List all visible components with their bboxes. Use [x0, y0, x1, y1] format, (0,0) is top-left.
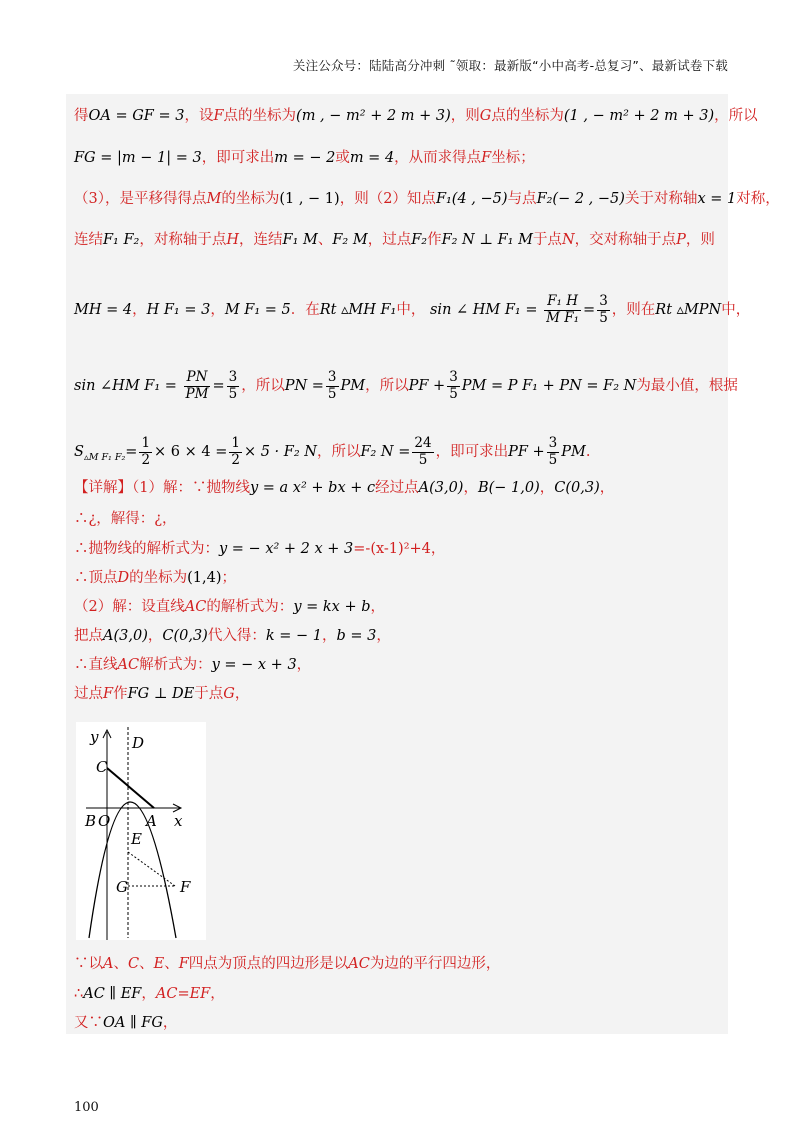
fraction: [412, 436, 433, 468]
math: B(− 1,0): [477, 480, 540, 496]
figure-svg: [76, 722, 206, 940]
text: ，对称轴于点: [139, 232, 227, 248]
text-line: [74, 956, 500, 973]
text: 连结: [74, 232, 103, 248]
math: y = − x² + 2 x + 3: [219, 541, 354, 557]
text: ∴: [74, 986, 84, 1002]
math: F₁ F₂: [103, 232, 140, 248]
math: =: [583, 302, 596, 319]
math: (1 , − m² + 2 m + 3): [563, 108, 715, 124]
text: ，: [132, 302, 147, 319]
label-o: O: [98, 812, 111, 830]
math: =: [125, 444, 138, 461]
numerator: 3: [599, 293, 608, 309]
area-symbol: S: [74, 444, 84, 461]
label-c: C: [96, 758, 108, 776]
math: PF +: [508, 444, 545, 461]
text: ，即可求出: [435, 444, 509, 461]
math: k = − 1: [265, 628, 322, 644]
math: C(0,3): [162, 628, 208, 644]
text: F: [103, 686, 114, 702]
numerator: PN: [184, 370, 211, 387]
text: AC: [184, 599, 207, 615]
text: ，: [321, 628, 337, 644]
math: m = − 2: [274, 150, 336, 166]
text: ，交对称轴于点: [574, 232, 677, 248]
text: ，连结: [239, 232, 283, 248]
fraction: [139, 436, 152, 468]
fraction: [326, 370, 339, 402]
math: MH = 4: [74, 302, 133, 319]
math: × 6 × 4 =: [154, 444, 228, 461]
fraction: [544, 294, 581, 326]
detail-tag: 【详解】: [74, 480, 132, 496]
text: 解析式为：: [139, 657, 212, 673]
math: FG = |m − 1| = 3: [74, 150, 202, 166]
text: 的坐标为: [221, 191, 280, 207]
label-a: A: [146, 812, 157, 830]
text: 中，: [721, 302, 751, 319]
text: 与点: [507, 191, 537, 207]
numerator: 3: [228, 369, 238, 385]
text-line: [74, 986, 225, 1003]
text: 把点: [74, 628, 103, 644]
text: ，设: [184, 108, 214, 124]
text: N: [561, 232, 575, 248]
math: PM: [340, 378, 366, 395]
math: m = 4: [349, 150, 395, 166]
text-line: [74, 150, 535, 167]
text: ，所以: [316, 444, 361, 461]
text: ，所以: [714, 108, 758, 124]
label-e: E: [131, 830, 142, 848]
text: 四点为顶点的四边形是以: [188, 956, 349, 972]
text-line: [74, 599, 385, 616]
text: ，: [141, 986, 156, 1002]
text: 、: [164, 956, 179, 972]
text-line: [74, 511, 177, 528]
math: FG ⊥ DE: [127, 686, 195, 702]
math: OA ∥ FG: [103, 1015, 163, 1031]
denominator: 5: [449, 385, 458, 402]
text-line: [74, 191, 780, 208]
math: PF +: [408, 378, 446, 395]
math: =: [212, 378, 225, 395]
text: =-(x-1)²+4，: [353, 541, 446, 557]
math: [74, 444, 126, 463]
text: AC: [117, 657, 140, 673]
denominator: PM: [185, 385, 209, 402]
math: F₁(4 , −5): [435, 191, 508, 207]
text: 、: [113, 956, 128, 972]
text: H: [226, 232, 240, 248]
text-line: [74, 628, 391, 645]
text: 或: [335, 150, 350, 166]
text-line: [74, 108, 758, 125]
text: （2）解：设直线: [74, 599, 185, 615]
text: （1）解：∵抛物线: [132, 480, 250, 496]
text: ，则: [685, 232, 715, 248]
denominator: 2: [141, 451, 151, 468]
text: ，: [147, 628, 163, 644]
text: ，则: [450, 108, 480, 124]
page-header: 关注公众号：陆陆高分冲刺 ˜领取：最新版“小中高考-总复习”、最新试卷下载: [292, 58, 728, 73]
fraction: [229, 436, 242, 468]
text: ∴顶点: [74, 570, 118, 586]
text: （3），是平移得得点: [74, 191, 207, 207]
text: ，: [463, 480, 478, 496]
text: ∵以: [74, 956, 103, 972]
text: ，: [210, 302, 225, 319]
math: F₁ M: [282, 232, 318, 248]
label-f: F: [180, 878, 191, 896]
text: M: [206, 191, 222, 207]
label-b: B: [85, 812, 97, 830]
numerator: 3: [548, 435, 558, 451]
text: 点的坐标为: [491, 108, 564, 124]
math: A(3,0): [418, 480, 464, 496]
text-line: [74, 570, 236, 587]
text-line: [74, 294, 750, 326]
text: A: [103, 956, 114, 972]
text-line: [74, 686, 249, 703]
numerator: F₁ H: [544, 294, 581, 311]
math: Rt ▵MH F₁: [319, 302, 397, 319]
text: F: [178, 956, 189, 972]
text: 得: [74, 108, 89, 124]
math: F₂(− 2 , −5): [536, 191, 625, 207]
text-line: [74, 480, 614, 497]
text: 又∵: [74, 1015, 103, 1031]
subscript: ▵M F₁ F₂: [83, 451, 126, 463]
numerator: 3: [327, 369, 337, 385]
text: ；: [221, 570, 237, 586]
math: F₂ N =: [360, 444, 411, 461]
fraction: [597, 294, 610, 326]
math: b = 3: [336, 628, 377, 644]
text: 过点: [74, 686, 103, 702]
math: × 5 · F₂ N: [243, 444, 317, 461]
fraction: [227, 370, 240, 402]
text: ，则在: [611, 302, 656, 319]
text: F: [213, 108, 224, 124]
denominator: 2: [231, 451, 240, 468]
text-line: [74, 370, 738, 402]
text: 为边的平行四边形，: [369, 956, 501, 972]
math: OA = GF = 3: [88, 108, 185, 124]
text: ，: [376, 628, 391, 644]
math: sin ∠ HM F₁ =: [429, 302, 538, 319]
text: 为最小值，根据: [636, 378, 738, 395]
text: 、: [139, 956, 154, 972]
math: y = − x + 3: [211, 657, 297, 673]
text: ，: [370, 599, 385, 615]
denominator: 5: [548, 451, 558, 468]
text: ，过点: [367, 232, 412, 248]
math: x = 1: [697, 191, 737, 207]
math: F₂ N ⊥ F₁ M: [441, 232, 533, 248]
denominator: 5: [327, 385, 337, 402]
math: y = a x² + bx + c: [249, 480, 376, 496]
page-number: 100: [74, 1100, 99, 1115]
text: ，: [210, 986, 225, 1002]
text: 作: [427, 232, 442, 248]
text: G: [223, 686, 235, 702]
label-g: G: [116, 878, 128, 896]
numerator: 3: [449, 369, 458, 385]
math: sin ∠HM F₁ =: [74, 378, 177, 395]
math: C(0,3): [554, 480, 600, 496]
math: PN =: [284, 378, 324, 395]
text: 对称，: [736, 191, 780, 207]
text: F: [481, 150, 492, 166]
text: ∴¿，解得：¿，: [74, 511, 177, 527]
text: D: [117, 570, 130, 586]
math: Rt ▵MPN: [655, 302, 722, 319]
denominator: 5: [599, 309, 608, 326]
math: (1,4): [187, 570, 222, 586]
text: 的解析式为：: [206, 599, 294, 615]
math: AC ∥ EF: [83, 986, 142, 1002]
text: P: [676, 232, 686, 248]
label-y: y: [90, 728, 99, 746]
math: y = kx + b: [293, 599, 371, 615]
text: 于点: [194, 686, 224, 702]
text: 坐标；: [491, 150, 535, 166]
label-d: D: [132, 734, 145, 752]
numerator: 1: [141, 435, 151, 451]
text: 作: [113, 686, 128, 702]
math: PM = P F₁ + PN = F₂ N: [461, 378, 637, 395]
text: ，从而求得点: [394, 150, 482, 166]
segment-ef: [128, 852, 175, 886]
math: F₂ M: [332, 232, 368, 248]
text: C: [127, 956, 140, 972]
math: (m , − m² + 2 m + 3): [296, 108, 451, 124]
label-x: x: [174, 812, 183, 830]
text: AC=EF: [155, 986, 211, 1002]
fraction: [447, 370, 460, 402]
text: ，则（2）知点: [339, 191, 436, 207]
text: ，即可求出: [201, 150, 275, 166]
text: ，: [599, 480, 615, 496]
text: E: [153, 956, 165, 972]
text: 关于对称轴: [624, 191, 698, 207]
text: ∴直线: [74, 657, 118, 673]
text: 中，: [396, 302, 426, 319]
text-line: [74, 657, 311, 674]
text: ，: [162, 1015, 178, 1031]
math: A(3,0): [103, 628, 148, 644]
text-line: [74, 541, 445, 558]
numerator: 1: [231, 435, 240, 451]
text: ，: [234, 686, 250, 702]
math: H F₁ = 3: [146, 302, 211, 319]
text: 点的坐标为: [223, 108, 297, 124]
math: M F₁ = 5: [224, 302, 291, 319]
fraction: [184, 370, 211, 402]
text-line: [74, 436, 590, 468]
denominator: 5: [418, 451, 428, 468]
text: ∴抛物线的解析式为：: [74, 541, 219, 557]
numerator: 24: [414, 435, 432, 451]
text: ，: [539, 480, 555, 496]
parabola-figure: [76, 722, 206, 940]
text: AC: [348, 956, 370, 972]
text: 于点: [532, 232, 562, 248]
text: 的坐标为: [129, 570, 188, 586]
math: PM: [561, 444, 586, 461]
text: ，所以: [365, 378, 409, 395]
fraction: [547, 436, 560, 468]
text: 、: [317, 232, 333, 248]
denominator: M F₁: [546, 309, 580, 326]
denominator: 5: [228, 385, 238, 402]
text: ．在: [290, 302, 320, 319]
math: (1 , − 1): [279, 191, 340, 207]
text: G: [479, 108, 492, 124]
text: 经过点: [375, 480, 419, 496]
text: ，: [296, 657, 312, 673]
math: F₂: [411, 232, 428, 248]
text: .: [585, 444, 591, 461]
text: 代入得：: [207, 628, 266, 644]
text-line: [74, 1015, 177, 1032]
text: ，所以: [241, 378, 285, 395]
text-line: [74, 232, 715, 249]
